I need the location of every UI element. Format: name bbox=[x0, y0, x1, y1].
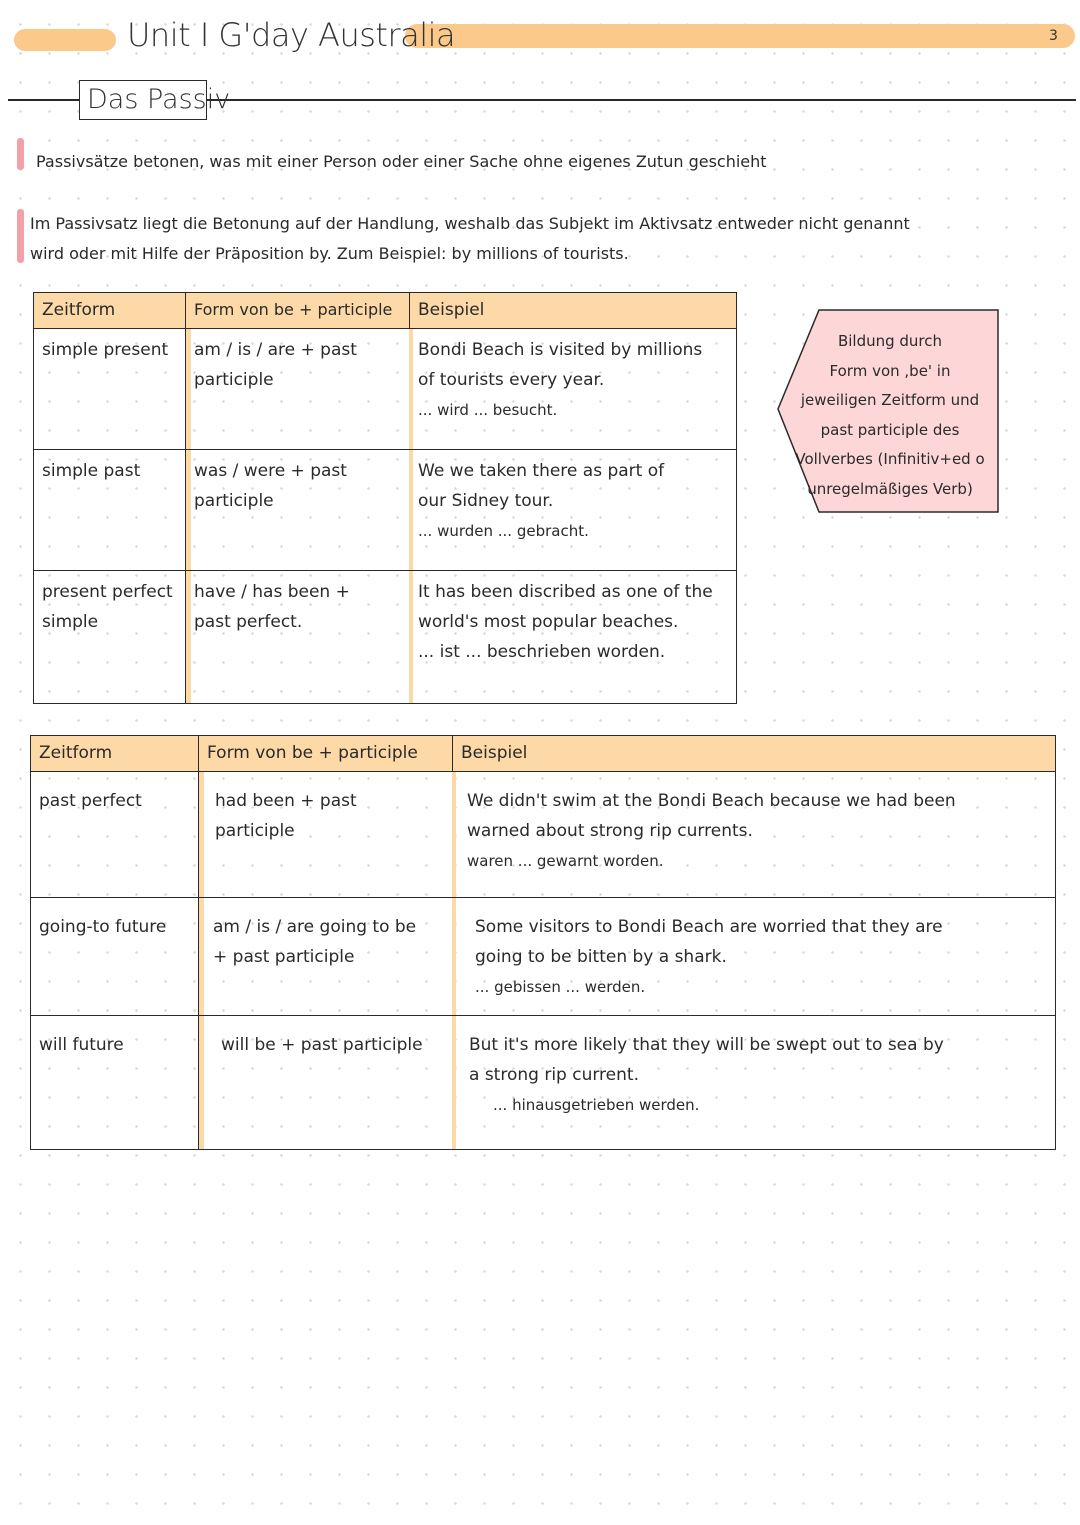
form-cell bbox=[186, 571, 410, 704]
callout-line: jeweiligen Zeitform und bbox=[800, 391, 980, 409]
example-translation: ... ist ... beschrieben worden. bbox=[418, 642, 666, 662]
page-number: 3 bbox=[1049, 28, 1058, 44]
callout-line: Vollverbes (Infinitiv+ed o bbox=[795, 450, 985, 468]
example-cell bbox=[410, 329, 737, 450]
callout-line: Bildung durch bbox=[837, 332, 943, 350]
zeitform-cell bbox=[31, 898, 199, 1016]
zeitform-cell bbox=[34, 571, 186, 704]
form-cell bbox=[199, 772, 453, 898]
table-row bbox=[34, 329, 737, 450]
intro-marker-1 bbox=[17, 138, 24, 170]
form-text: will be + past participle bbox=[221, 1035, 423, 1055]
form-text: am / is / are going to be bbox=[213, 917, 417, 937]
table-header-row bbox=[31, 736, 1056, 772]
zeitform-text: simple bbox=[42, 612, 99, 632]
form-text: participle bbox=[194, 491, 274, 511]
header-form: Form von be + participle bbox=[186, 293, 410, 329]
table-row bbox=[31, 772, 1056, 898]
example-text: a strong rip current. bbox=[469, 1065, 639, 1085]
passive-table-1 bbox=[33, 292, 737, 704]
zeitform-cell bbox=[31, 772, 199, 898]
form-text: have / has been + bbox=[194, 582, 350, 602]
form-text: had been + past bbox=[215, 791, 357, 811]
table-row bbox=[34, 571, 737, 704]
zeitform-cell bbox=[31, 1016, 199, 1150]
table-header-row bbox=[34, 293, 737, 329]
passive-table-2 bbox=[30, 735, 1056, 1150]
zeitform-cell bbox=[34, 450, 186, 571]
table-row bbox=[34, 450, 737, 571]
form-text: am / is / are + past bbox=[194, 340, 357, 360]
intro-marker-2 bbox=[17, 209, 24, 263]
example-cell bbox=[453, 1016, 1056, 1150]
example-text: going to be bitten by a shark. bbox=[475, 947, 727, 967]
zeitform-cell bbox=[34, 329, 186, 450]
example-translation: waren ... gewarnt worden. bbox=[467, 852, 664, 870]
form-cell bbox=[186, 329, 410, 450]
example-text: Bondi Beach is visited by millions bbox=[418, 340, 703, 360]
form-cell bbox=[199, 1016, 453, 1150]
example-text: But it's more likely that they will be swept out to sea by bbox=[469, 1035, 944, 1055]
callout-line: Form von ,be' in bbox=[829, 361, 951, 380]
example-text: our Sidney tour. bbox=[418, 491, 554, 511]
title-highlight-left bbox=[14, 29, 116, 51]
example-text: We didn't swim at the Bondi Beach because we had been bbox=[467, 791, 956, 811]
title-highlight-right bbox=[405, 24, 1075, 48]
form-cell bbox=[186, 450, 410, 571]
zeitform-text: simple past bbox=[42, 461, 141, 481]
callout-line: unregelmäßiges Verb) bbox=[807, 479, 973, 498]
example-cell bbox=[453, 772, 1056, 898]
example-text: world's most popular beaches. bbox=[418, 612, 679, 632]
intro-line-2a: Im Passivsatz liegt die Betonung auf der Handlung, weshalb das Subjekt im Aktivsatz entweder nicht genannt bbox=[30, 214, 910, 233]
form-text: participle bbox=[194, 370, 274, 390]
unit-title: Unit I G'day Australia bbox=[127, 16, 456, 54]
intro-line-1: Passivsätze betonen, was mit einer Person oder einer Sache ohne eigenes Zutun geschieht bbox=[36, 152, 767, 171]
zeitform-text: present perfect bbox=[42, 582, 173, 602]
header-form: Form von be + participle bbox=[199, 736, 453, 772]
zeitform-text: will future bbox=[39, 1035, 124, 1055]
table-row bbox=[31, 1016, 1056, 1150]
zeitform-text: past perfect bbox=[39, 791, 142, 811]
example-translation: ... wurden ... gebracht. bbox=[418, 522, 589, 540]
example-text: Some visitors to Bondi Beach are worried that they are bbox=[475, 917, 943, 937]
zeitform-text: going-to future bbox=[39, 917, 167, 937]
example-text: of tourists every year. bbox=[418, 370, 605, 390]
intro-line-2b: wird oder mit Hilfe der Präposition by. Zum Beispiel: by millions of tourists. bbox=[30, 244, 629, 263]
form-text: participle bbox=[215, 821, 295, 841]
section-title: Das Passiv bbox=[87, 84, 231, 115]
callout-text bbox=[790, 327, 990, 504]
example-text: It has been discribed as one of the bbox=[418, 582, 713, 602]
example-translation: ... wird ... besucht. bbox=[418, 401, 558, 419]
example-translation: ... gebissen ... werden. bbox=[475, 978, 646, 996]
header-zeitform: Zeitform bbox=[31, 736, 199, 772]
header-beispiel: Beispiel bbox=[453, 736, 1056, 772]
header-zeitform: Zeitform bbox=[34, 293, 186, 329]
example-cell bbox=[410, 571, 737, 704]
header-beispiel: Beispiel bbox=[410, 293, 737, 329]
example-cell bbox=[453, 898, 1056, 1016]
form-text: + past participle bbox=[213, 947, 355, 967]
table-row bbox=[31, 898, 1056, 1016]
form-text: past perfect. bbox=[194, 612, 303, 632]
form-text: was / were + past bbox=[194, 461, 347, 481]
example-translation: ... hinausgetrieben werden. bbox=[493, 1096, 700, 1114]
example-text: warned about strong rip currents. bbox=[467, 821, 753, 841]
zeitform-text: simple present bbox=[42, 340, 169, 360]
example-text: We we taken there as part of bbox=[418, 461, 665, 481]
form-cell bbox=[199, 898, 453, 1016]
example-cell bbox=[410, 450, 737, 571]
callout-line: past participle des bbox=[820, 420, 960, 439]
